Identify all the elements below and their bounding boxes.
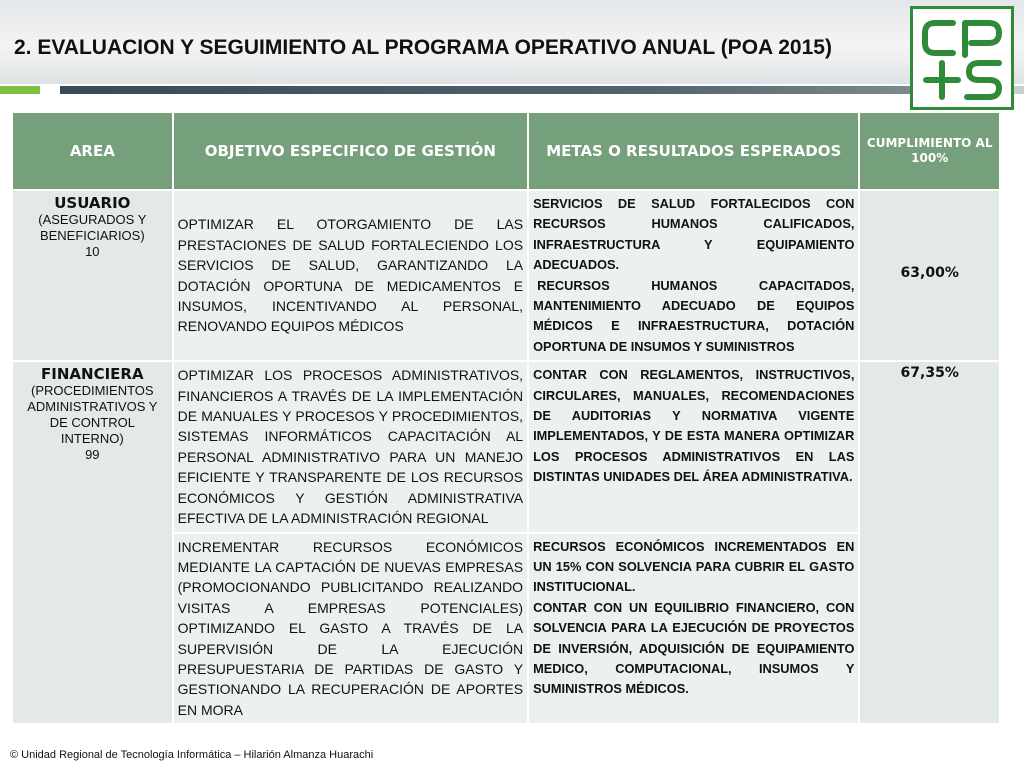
page-title: 2. EVALUACION Y SEGUIMIENTO AL PROGRAMA OPERATIVO ANUAL (POA 2015) (14, 36, 832, 59)
meta-text: SERVICIOS DE SALUD FORTALECIDOS CON RECURSOS HUMANOS CALIFICADOS, INFRAESTRUCTURA Y EQUIPAMIENTO ADECUADOS. (533, 196, 855, 273)
table-row-financiera (12, 361, 1000, 532)
metas-cell (528, 190, 859, 361)
cumplimiento-value: 63,00% (859, 190, 1000, 361)
area-name: USUARIO (54, 194, 131, 212)
title-rule (60, 86, 910, 94)
footer-copyright: © Unidad Regional de Tecnología Informática – Hilarión Almanza Huarachi (10, 749, 374, 761)
objetivo-cell (173, 533, 528, 725)
area-cell-financiera (12, 361, 173, 724)
area-detail: (PROCEDIMIENTOS ADMINISTRATIVOS Y DE CONTROL INTERNO) (27, 383, 158, 447)
poa-table (11, 111, 1001, 725)
table-header-row (12, 112, 1000, 190)
area-detail: (ASEGURADOS Y BENEFICIARIOS) (38, 212, 147, 243)
cps-logo (910, 6, 1014, 110)
metas-cell (528, 533, 859, 725)
objetivo-text: OPTIMIZAR EL OTORGAMIENTO DE LAS PRESTACIONES DE SALUD FORTALECIENDO LOS SERVICIOS DE SALUD, GARANTIZANDO LA DOTACIÓN OPORTUNA DE MEDICAMENTOS E INSUMOS, INCENTIVANDO AL PERSONAL, RENOVANDO EQUIPOS MÉDICOS (177, 216, 524, 335)
meta-text: RECURSOS ECONÓMICOS INCREMENTADOS EN UN 15% CON SOLVENCIA PARA CUBRIR EL GASTO INSTITUCIONAL. (533, 538, 855, 595)
cps-logo-graphic (913, 9, 1011, 107)
meta-text: CONTAR CON UN EQUILIBRIO FINANCIERO, CON SOLVENCIA PARA LA EJECUCIÓN DE PROYECTOS DE INVERSIÓN, ADQUISICIÓN DE EQUIPAMIENTO MEDICO, COMPUTACIONAL, INSUMOS Y SUMINISTROS MÉDICOS. (533, 599, 855, 697)
objetivo-cell (173, 361, 528, 532)
area-name: FINANCIERA (41, 365, 144, 384)
header-metas: METAS O RESULTADOS ESPERADOS (528, 112, 859, 190)
cumplimiento-value: 67,35% (859, 361, 1000, 724)
area-code: 99 (85, 447, 100, 463)
meta-text: RECURSOS HUMANOS CAPACITADOS, MANTENIMIENTO ADECUADO DE EQUIPOS MÉDICOS E INFRAESTRUCTURA, DOTACIÓN OPORTUNA DE INSUMOS Y SUMINISTROS (533, 277, 855, 354)
header-cumplimiento: CUMPLIMIENTO AL 100% (859, 112, 1000, 190)
objetivo-cell (173, 190, 528, 361)
metas-cell (528, 361, 859, 532)
area-code: 10 (85, 244, 100, 259)
objetivo-text: OPTIMIZAR LOS PROCESOS ADMINISTRATIVOS, FINANCIEROS A TRAVÉS DE LA IMPLEMENTACIÓN DE MANUALES Y PROCESOS Y PROCEDIMIENTOS, SISTEMAS INFORMÁTICOS CAPACITACIÓN AL PERSONAL ADMINISTRATIVO PARA UN MANEJO EFICIENTE Y TRANSPARENTE DE LOS RECURSOS ECONÓMICOS Y GESTIÓN ADMINISTRATIVA EFECTIVA DE LA ADMINISTRACIÓN REGIONAL (177, 367, 524, 527)
objetivo-text: INCREMENTAR RECURSOS ECONÓMICOS MEDIANTE LA CAPTACIÓN DE NUEVAS EMPRESAS (PROMOCIONANDO PUBLICITANDO REALIZANDO VISITAS A EMPRESAS POTENCIALES) OPTIMIZANDO EL GASTO A TRAVÉS DE LA SUPERVISIÓN DE LA EJECUCIÓN PRESUPUESTARIA DE PARTIDAS DE GASTO Y GESTIONANDO LA RECUPERACIÓN DE APORTES EN MORA (177, 538, 524, 718)
area-cell-usuario (12, 190, 173, 361)
table-row-usuario (12, 190, 1000, 361)
meta-text: CONTAR CON REGLAMENTOS, INSTRUCTIVOS, CIRCULARES, MANUALES, RECOMENDACIONES DE AUDITORIAS Y NORMATIVA VIGENTE IMPLEMENTADOS, Y DE ESTA MANERA OPTIMIZAR LOS PROCESOS ADMINISTRATIVOS EN LAS DISTINTAS UNIDADES DEL ÁREA ADMINISTRATIVA. (533, 367, 855, 485)
title-rule-accent (0, 86, 40, 94)
header-area: AREA (12, 112, 173, 190)
header-objetivo: OBJETIVO ESPECIFICO DE GESTIÓN (173, 112, 528, 190)
